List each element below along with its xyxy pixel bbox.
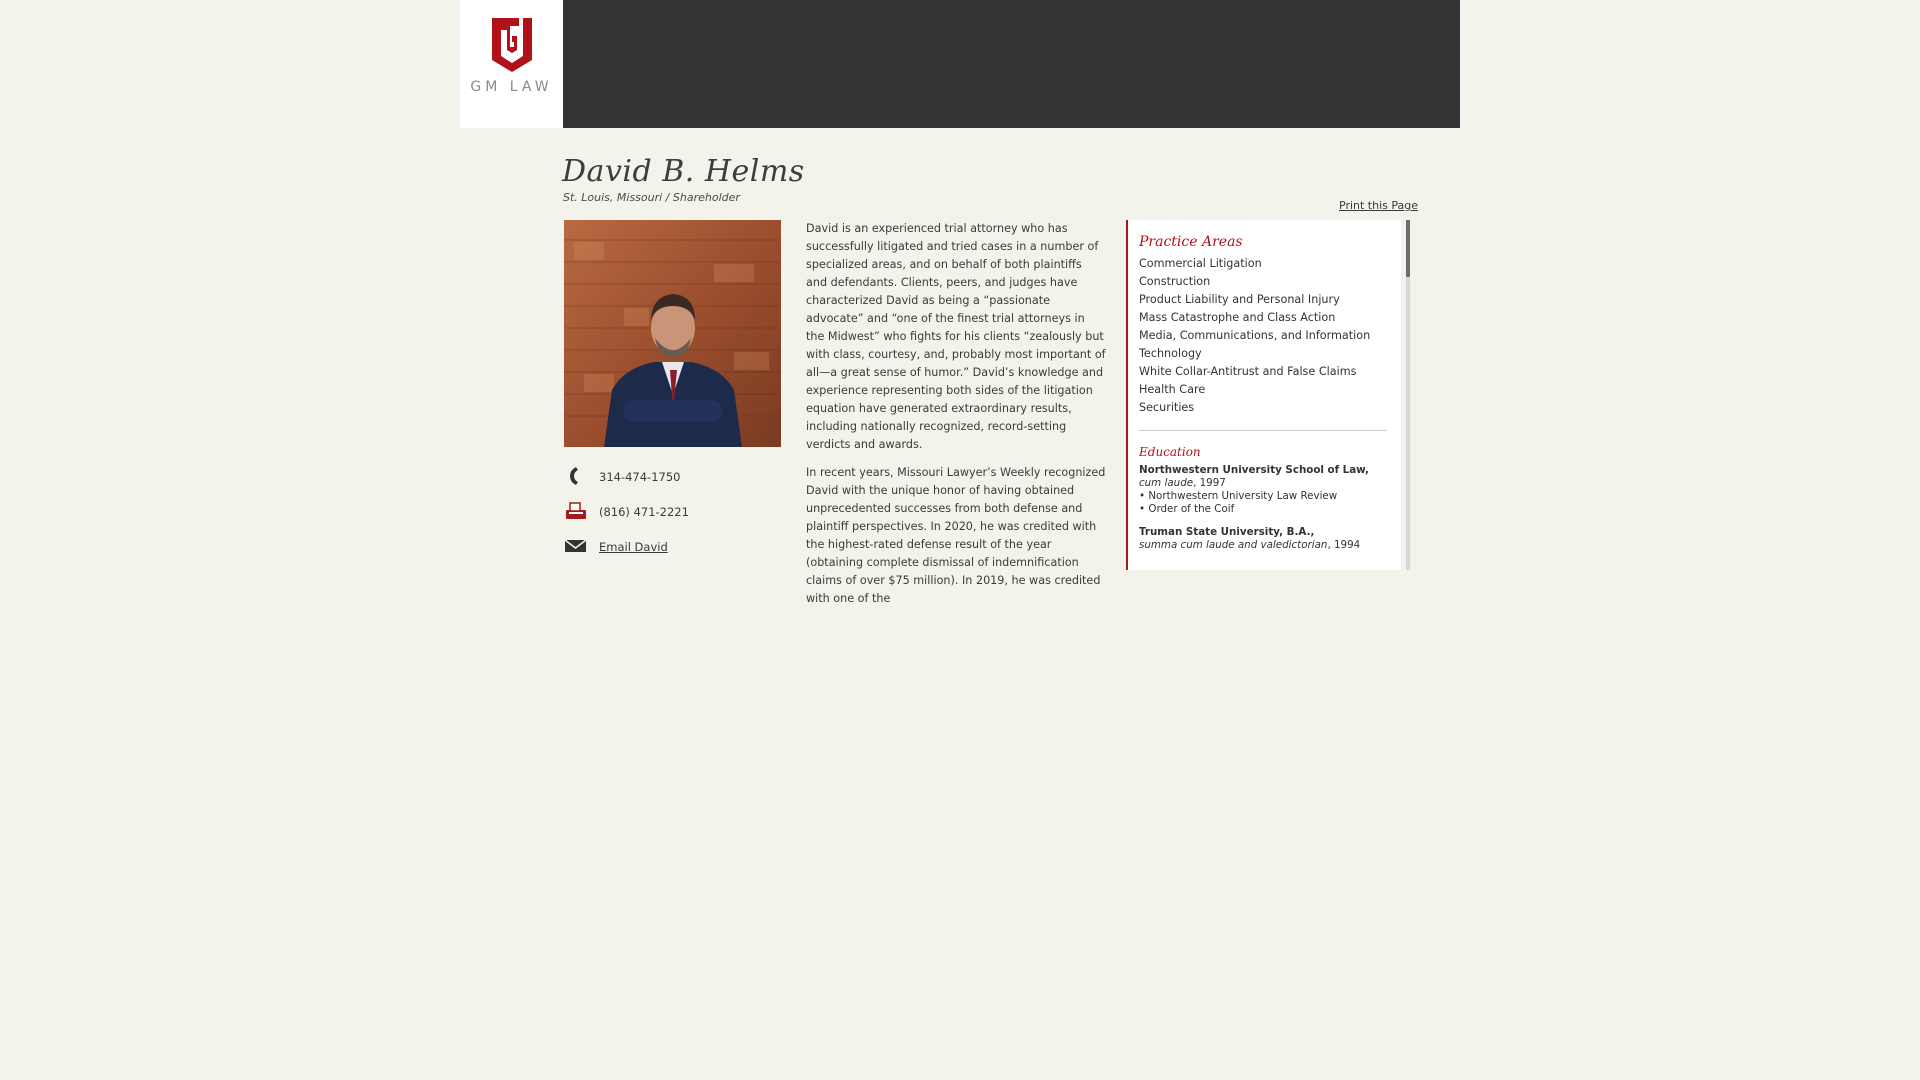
phone-icon xyxy=(564,466,588,486)
school-honors: summa cum laude and valedictorian xyxy=(1139,539,1328,551)
practice-areas-list xyxy=(1139,255,1387,417)
practice-area-item[interactable]: Commercial Litigation xyxy=(1139,257,1262,270)
practice-area-item[interactable]: Product Liability and Personal Injury xyxy=(1139,293,1340,306)
practice-area-item[interactable]: Securities xyxy=(1139,401,1195,414)
education-heading: Education xyxy=(1139,445,1201,459)
envelope-icon xyxy=(564,536,588,556)
sidebar-scrollbar[interactable] xyxy=(1406,220,1410,570)
print-page-link[interactable]: Print this Page xyxy=(1339,199,1418,212)
education-entry xyxy=(1139,464,1387,516)
logo[interactable] xyxy=(460,0,563,128)
practice-area-item[interactable]: Construction xyxy=(1139,275,1211,288)
scrollbar-thumb[interactable] xyxy=(1406,220,1410,277)
school-name: Truman State University, B.A., xyxy=(1139,526,1315,538)
attorney-photo xyxy=(564,220,781,447)
school-name: Northwestern University School of Law, xyxy=(1139,464,1369,476)
practice-areas-heading: Practice Areas xyxy=(1139,234,1243,250)
fax-number: (816) 471-2221 xyxy=(599,505,689,519)
fax-icon xyxy=(564,501,588,521)
practice-area-item[interactable]: Media, Communications, and Information Technology xyxy=(1139,329,1371,360)
email-link[interactable]: Email David xyxy=(599,540,668,554)
bio-paragraph: In recent years, Missouri Lawyer’s Weekly recognized David with the unique honor of having obtained unprecedented successes from both defense and plaintiff perspectives. In 2020, he was credited with the highest-rated defense result of the year (obtaining complete dismissal of indemnification claims of over $75 million). In 2019, he was credited with one of the xyxy=(806,466,1106,605)
logo-text: GM LAW xyxy=(470,79,553,95)
bio-paragraph: David is an experienced trial attorney who has successfully litigated and tried cases in a number of specialized areas, and on behalf of both plaintiffs and defendants. Clients, peers, and judges have characterized David as being a “passionate advocate” and “one of the finest trial attorneys in the Midwest” who fights for his clients “zealously but with class, courtesy, and, probably most important of all—a great sense of humor.” David’s knowledge and experience representing both sides of the litigation equation have generated extraordinary results, including nationally recognized, record-setting verdicts and awards. xyxy=(806,222,1106,451)
education-entry xyxy=(1139,526,1387,552)
bio-text xyxy=(806,220,1106,605)
sidebar-panel xyxy=(1126,220,1401,570)
school-year: , 1997 xyxy=(1193,477,1226,489)
page-title: David B. Helms xyxy=(562,154,805,189)
education-note: • Order of the Coif xyxy=(1139,503,1235,515)
attorney-subtitle: St. Louis, Missouri / Shareholder xyxy=(563,191,740,204)
school-honors: cum laude xyxy=(1139,477,1194,489)
practice-area-item[interactable]: White Collar-Antitrust and False Claims xyxy=(1139,365,1357,378)
school-year: , 1994 xyxy=(1327,539,1361,551)
gm-logo-mark-icon xyxy=(489,16,535,74)
education-note: • Northwestern University Law Review xyxy=(1139,490,1338,502)
practice-area-item[interactable]: Health Care xyxy=(1139,383,1206,396)
practice-area-item[interactable]: Mass Catastrophe and Class Action xyxy=(1139,311,1336,324)
site-header xyxy=(460,0,1460,128)
phone-number[interactable]: 314-474-1750 xyxy=(599,470,681,484)
portrait-image xyxy=(564,220,781,447)
sidebar-divider xyxy=(1139,430,1387,431)
